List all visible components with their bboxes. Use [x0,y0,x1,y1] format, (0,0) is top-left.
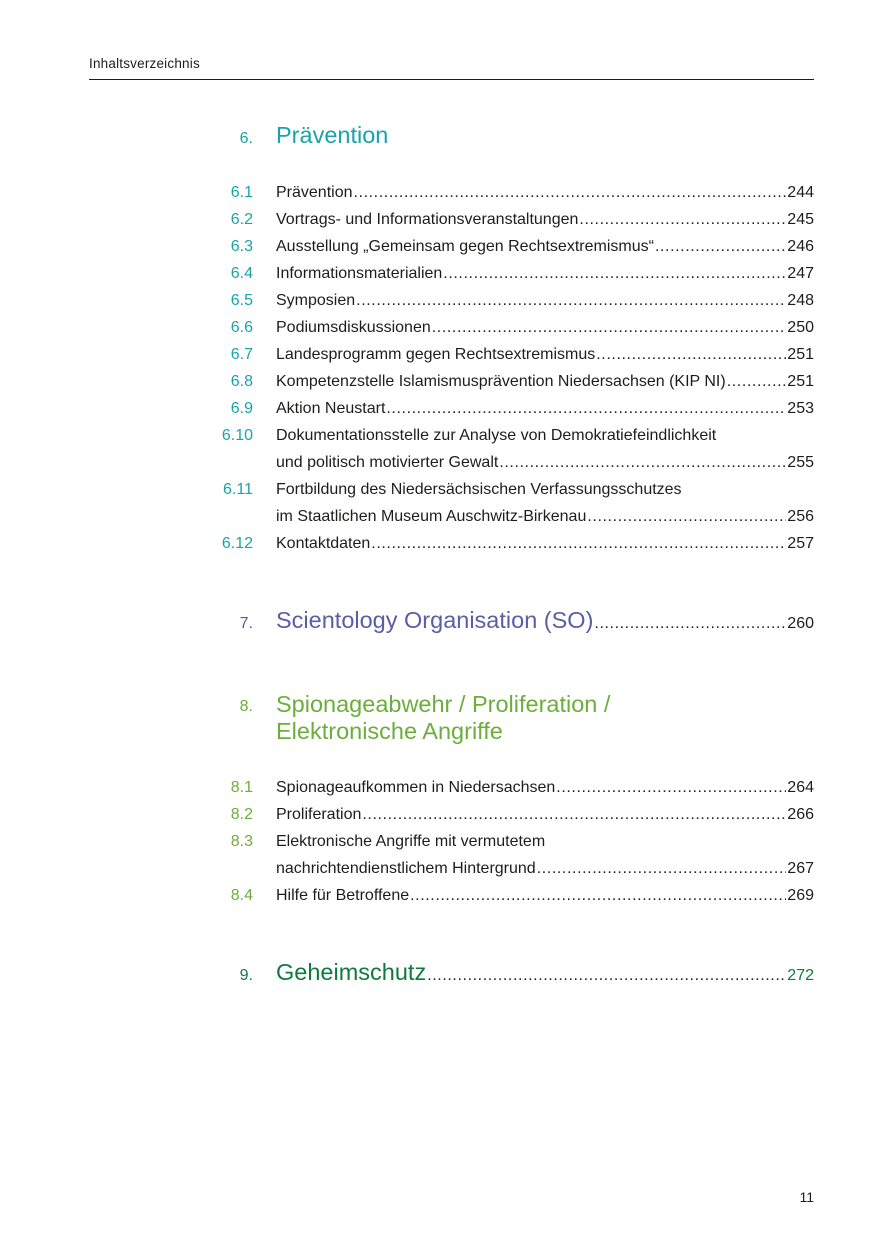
leader-dots [356,287,786,314]
leader-dots [556,774,786,801]
leader-dots [579,206,786,233]
chapter-number: 6. [239,130,253,147]
chapter-title-line-1: Spionageabwehr / Proliferation / [276,691,611,717]
entry-page: 266 [787,806,814,823]
leader-dots [410,882,786,909]
entry-number: 6.3 [230,238,253,255]
entry-title-line-1: Dokumentationsstelle zur Analyse von Demokratiefeindlichkeit [276,427,717,444]
entry-title: Ausstellung „Gemeinsam gegen Rechtsextremismus“ [276,238,654,255]
entry-page: 250 [787,319,814,336]
entry-title: Kontaktdaten [276,535,371,552]
leader-dots [596,341,786,368]
entry-page: 244 [787,184,814,201]
entry-number: 6.5 [230,292,253,309]
entry-title: Spionageaufkommen in Niedersachsen [276,779,556,796]
entry-number: 8.4 [230,887,253,904]
leader-dots [537,855,787,882]
chapter-title: Geheimschutz [276,959,427,985]
entry-page: 260 [787,615,814,632]
chapter-title-line-2: Elektronische Angriffe [276,718,503,744]
entry-title: Landesprogramm gegen Rechtsextremismus [276,346,596,363]
entry-number: 6.11 [223,481,253,498]
entry-page: 247 [787,265,814,282]
entry-title: Vortrags- und Informationsveranstaltungen [276,211,579,228]
entry-title: Prävention [276,184,353,201]
entry-page: 272 [787,967,814,984]
entry-number: 6.9 [230,400,253,417]
entry-title-line-2: nachrichtendienstlichem Hintergrund [276,860,536,877]
entry-page: 256 [787,508,814,525]
entry-title: Proliferation [276,806,362,823]
entry-number: 6.7 [230,346,253,363]
entry-page: 257 [787,535,814,552]
entry-number: 6.6 [230,319,253,336]
leader-dots [594,610,786,637]
leader-dots [386,395,786,422]
entry-page: 253 [787,400,814,417]
leader-dots [427,962,786,989]
entry-title-line-1: Elektronische Angriffe mit vermutetem [276,833,546,850]
entry-title: Podiumsdiskussionen [276,319,431,336]
leader-dots [371,530,786,557]
chapter-number: 9. [239,967,253,984]
entry-number: 6.8 [230,373,253,390]
entry-page: 245 [787,211,814,228]
leader-dots [587,503,786,530]
entry-number: 6.12 [221,535,253,552]
page-number: 11 [799,1189,814,1205]
entry-number: 6.10 [221,427,253,444]
chapter-number: 8. [239,698,253,715]
leader-dots [727,368,787,395]
entry-number: 8.2 [230,806,253,823]
leader-dots [655,233,786,260]
entry-number: 8.3 [230,833,253,850]
entry-title: Symposien [276,292,356,309]
chapter-title: Scientology Organisation (SO) [276,607,594,633]
leader-dots [499,449,786,476]
entry-page: 255 [787,454,814,471]
entry-page: 248 [787,292,814,309]
entry-page: 269 [787,887,814,904]
entry-page: 251 [787,346,814,363]
chapter-number: 7. [239,615,253,632]
entry-title: Kompetenzstelle Islamismusprävention Niedersachsen (KIP NI) [276,373,726,390]
entry-page: 246 [787,238,814,255]
entry-title-line-2: und politisch motivierter Gewalt [276,454,499,471]
entry-number: 6.1 [230,184,253,201]
entry-title-line-1: Fortbildung des Niedersächsischen Verfassungsschutzes [276,481,682,498]
entry-title: Informationsmaterialien [276,265,443,282]
entry-number: 8.1 [230,779,253,796]
entry-number: 6.4 [230,265,253,282]
entry-number: 6.2 [230,211,253,228]
chapter-title: Prävention [276,122,389,148]
entry-page: 264 [787,779,814,796]
entry-title: Hilfe für Betroffene [276,887,410,904]
leader-dots [443,260,786,287]
entry-title-line-2: im Staatlichen Museum Auschwitz-Birkenau [276,508,587,525]
entry-page: 251 [787,373,814,390]
leader-dots [362,801,786,828]
entry-title: Aktion Neustart [276,400,386,417]
entry-page: 267 [787,860,814,877]
running-header: Inhaltsverzeichnis [89,56,814,80]
leader-dots [432,314,787,341]
leader-dots [354,179,787,206]
